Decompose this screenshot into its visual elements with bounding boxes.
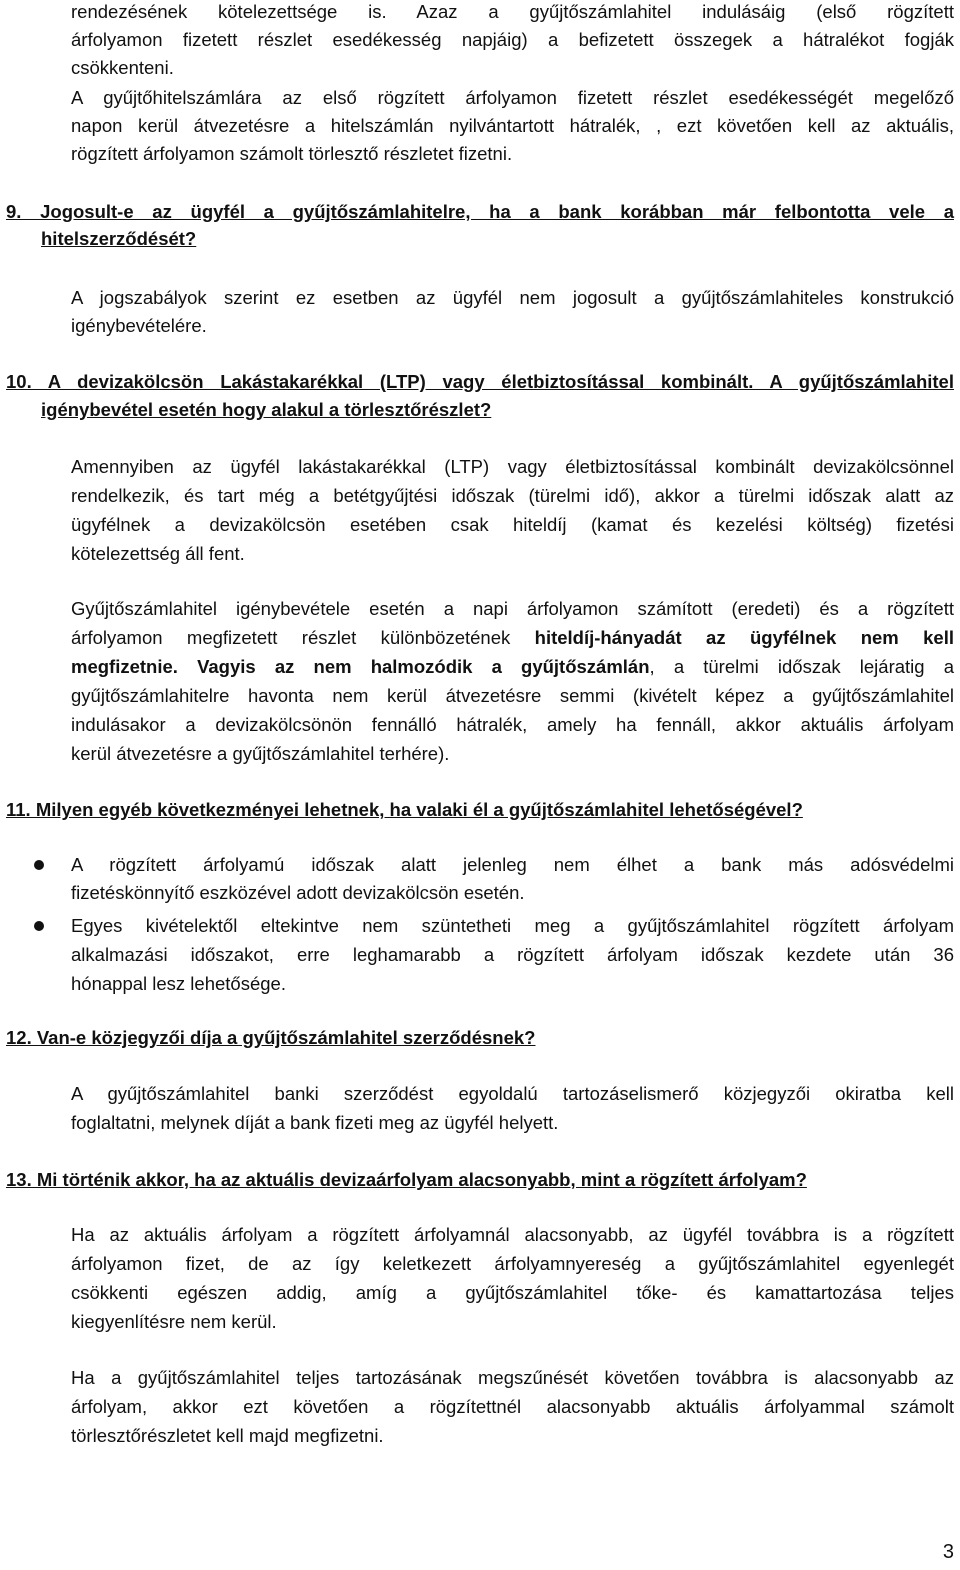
text-line: rendezésének kötelezettsége is. Azaz a gyűjtőszámlahitel indulásáig (első rögzített	[71, 1, 954, 22]
text-line: gyűjtőszámlahitelre havonta nem kerül átvezetésre semmi (kivételt képez a gyűjtőszámlahitel	[71, 685, 954, 706]
bullet-list	[0, 851, 954, 1001]
bullet-icon	[34, 860, 44, 870]
text-run: árfolyamon megfizetett részlet különbözetének	[71, 627, 535, 648]
text-line: indulásakor a devizakölcsönön fennálló hátralék, amely ha fennáll, akkor aktuális árfolyam	[71, 714, 954, 735]
bold-run: hiteldíj-hányadát az ügyfélnek nem kell	[534, 627, 954, 648]
bold-run: Vagyis az nem halmozódik a gyűjtőszámlán	[177, 656, 650, 677]
heading-line: 11. Milyen egyéb következményei lehetnek, ha valaki él a gyűjtőszámlahitel lehetőségével?	[6, 799, 803, 820]
question-12-heading	[6, 1024, 954, 1052]
text-line: árfolyamon fizet, de az így keletkezett árfolyamnyereség a gyűjtőszámlahitel egyenlegét	[71, 1253, 954, 1274]
question-12-answer	[71, 1080, 954, 1136]
heading-line: 9. Jogosult-e az ügyfél a gyűjtőszámlahitelre, ha a bank korábban már felbontotta vele a	[6, 201, 954, 222]
list-item	[0, 912, 954, 998]
text-line: hónappal lesz lehetősége.	[71, 973, 286, 994]
text-line: törlesztőrészletet kell majd megfizetni.	[71, 1425, 384, 1446]
text-line: csökkenti egészen addig, amíg a gyűjtőszámlahitel tőke- és kamattartozása teljes	[71, 1282, 954, 1303]
text-line: A gyűjtőhitelszámlára az első rögzített árfolyamon fizetett részlet esedékességét megelőző	[71, 87, 954, 108]
text-line: Ha az aktuális árfolyam a rögzített árfolyamnál alacsonyabb, az ügyfél továbbra is a rögzített	[71, 1224, 954, 1245]
list-item	[0, 851, 954, 907]
text-line: A rögzített árfolyamú időszak alatt jelenleg nem élhet a bank más adósvédelmi	[71, 854, 954, 875]
text-run: , a türelmi időszak lejáratig a	[649, 656, 954, 677]
text-line: rendelkezik, és tart még a betétgyűjtési időszak (türelmi idő), akkor a türelmi időszak alatt az	[71, 485, 954, 506]
text-line: Amennyiben az ügyfél lakástakarékkal (LTP) vagy életbiztosítással kombinált devizakölcsönnel	[71, 456, 954, 477]
text-line: árfolyam, akkor ezt követően a rögzítettnél alacsonyabb aktuális árfolyammal számolt	[71, 1396, 954, 1417]
heading-line: 10. A devizakölcsön Lakástakarékkal (LTP) vagy életbiztosítással kombinált. A gyűjtőszámlahitel	[6, 371, 954, 392]
text-line: kerül átvezetésre a gyűjtőszámlahitel terhére).	[71, 743, 450, 764]
text-line: A gyűjtőszámlahitel banki szerződést egyoldalú tartozáselismerő közjegyzői okiratba kell	[71, 1083, 954, 1104]
question-10-paragraph-2	[71, 595, 954, 767]
bullet-icon	[34, 921, 44, 931]
text-line	[71, 624, 954, 652]
bold-run: megfizetnie.	[71, 656, 178, 677]
question-13-paragraph-2	[71, 1364, 954, 1450]
text-line: Ha a gyűjtőszámlahitel teljes tartozásának megszűnését követően továbbra is alacsonyabb az	[71, 1367, 954, 1388]
heading-line: 13. Mi történik akkor, ha az aktuális devizaárfolyam alacsonyabb, mint a rögzített árfolyam?	[6, 1169, 807, 1190]
text-line: A jogszabályok szerint ez esetben az ügyfél nem jogosult a gyűjtőszámlahiteles konstrukció	[71, 287, 954, 308]
text-line: fizetéskönnyítő eszközével adott devizakölcsön esetén.	[71, 882, 525, 903]
question-13-paragraph-1	[71, 1221, 954, 1336]
question-9-heading	[6, 198, 954, 254]
text-line: igénybevételére.	[71, 315, 207, 336]
text-line: kiegyenlítésre nem kerül.	[71, 1311, 277, 1332]
text-line: alkalmazási időszakot, erre leghamarabb a rögzített árfolyam időszak kezdete után 36	[71, 944, 954, 965]
question-10-heading	[6, 368, 954, 424]
text-line: foglaltatni, melynek díját a bank fizeti meg az ügyfél helyett.	[71, 1112, 559, 1133]
text-line: ügyfélnek a devizakölcsön esetében csak hiteldíj (kamat és kezelési költség) fizetési	[71, 514, 954, 535]
text-line: napon kerül átvezetésre a hitelszámlán nyilvántartott hátralék, , ezt követően kell az aktuális,	[71, 115, 954, 136]
text-line: árfolyamon fizetett részlet esedékesség napjáig) a befizetett összegek a hátralékot fogják	[71, 29, 954, 50]
text-line: csökkenteni.	[71, 57, 174, 78]
heading-line: hitelszerződését?	[41, 228, 197, 249]
text-line: rögzített árfolyamon számolt törlesztő részletet fizetni.	[71, 143, 513, 164]
text-line: Gyűjtőszámlahitel igénybevétele esetén a napi árfolyamon számított (eredeti) és a rögzített	[71, 598, 954, 619]
question-11-heading	[6, 796, 954, 824]
intro-paragraph	[71, 0, 954, 173]
question-9-answer	[71, 284, 954, 340]
question-10-paragraph-1	[71, 453, 954, 565]
question-13-heading	[6, 1166, 954, 1194]
text-line	[71, 653, 954, 681]
page-number: 3	[942, 1541, 954, 1563]
heading-line: igénybevétel esetén hogy alakul a törlesztőrészlet?	[41, 399, 492, 420]
heading-line: 12. Van-e közjegyzői díja a gyűjtőszámlahitel szerződésnek?	[6, 1027, 536, 1048]
text-line: Egyes kivételektől eltekintve nem szüntetheti meg a gyűjtőszámlahitel rögzített árfolyam	[71, 915, 954, 936]
text-line: kötelezettség áll fent.	[71, 543, 245, 564]
